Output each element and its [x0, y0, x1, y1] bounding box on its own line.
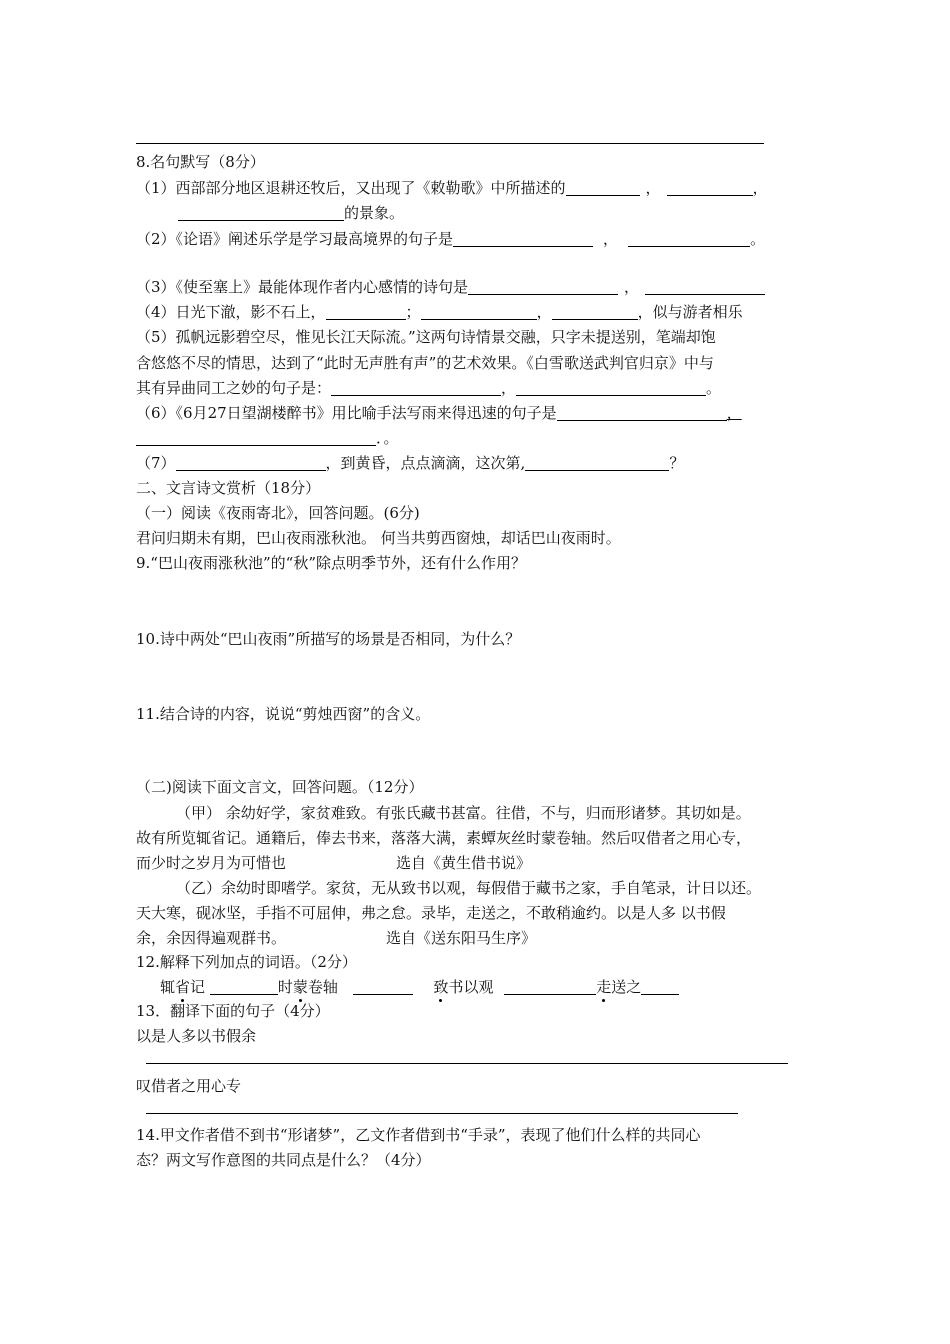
- answer-blank[interactable]: [178, 204, 344, 221]
- passage-yi-line-3: 余，余因得遍观群书。 选自《送东阳马生序》: [136, 929, 537, 947]
- emphasis-dot-word: 蒙: [292, 978, 308, 996]
- section-2-title: 二、文言诗文赏析（18分）: [136, 479, 321, 497]
- answer-line: [136, 143, 764, 144]
- q8-item-4: （4）日光下澈，影不石上， ； ， ，似与游者相乐: [136, 303, 743, 321]
- answer-blank[interactable]: [525, 454, 669, 471]
- q8-title: 8.名句默写（8分）: [136, 153, 265, 171]
- answer-blank[interactable]: [552, 303, 638, 320]
- emphasis-dot-word: 省: [175, 978, 191, 996]
- answer-blank[interactable]: [331, 379, 501, 396]
- answer-blank[interactable]: [453, 230, 593, 247]
- answer-blank[interactable]: [645, 278, 765, 295]
- part-1-title: （一）阅读《夜雨寄北》，回答问题。(6分): [136, 504, 420, 522]
- q14-line-2: 态？两文写作意图的共同点是什么？（4分）: [136, 1151, 431, 1169]
- passage-yi-line-1: （乙）余幼时即嗜学。家贫，无从致书以观，每假借于藏书之家，手自笔录，计日以还。: [176, 879, 762, 897]
- answer-blank[interactable]: [504, 978, 596, 995]
- answer-blank[interactable]: [516, 379, 706, 396]
- part-2-title: （二)阅读下面文言文，回答问题。（12分）: [136, 778, 424, 796]
- q13-sentence-2: 叹借者之用心专: [136, 1077, 242, 1095]
- q8-item-3: （3）《使至塞上》最能体现作者内心感情的诗句是 ，: [136, 277, 765, 297]
- answer-blank[interactable]: [176, 454, 326, 471]
- q8-item-6: （6）《6月27日望湖楼醉书》用比喻手法写雨来得迅速的句子是 ，: [136, 404, 742, 422]
- q8-item-2: （2）《论语》阐述乐学是学习最高境界的句子是 ， 。: [136, 230, 766, 248]
- q10: 10.诗中两处“巴山夜雨”所描写的场景是否相同，为什么？: [136, 630, 521, 648]
- answer-blank[interactable]: [566, 179, 640, 196]
- answer-blank[interactable]: [628, 230, 750, 247]
- passage-yi-line-2: 天大寒，砚冰坚，手指不可屈伸，弗之怠。录毕，走送之，不敢稍逾约。以是人多 以书假: [136, 904, 726, 922]
- q8-item-7: （7） ，到黄昏，点点滴滴，这次第, ？: [136, 454, 685, 472]
- q8-item-5-line-2: 含悠悠不尽的情思，达到了“此时无声胜有声”的艺术效果。《白雪歌送武判官归京》中与: [136, 354, 714, 372]
- answer-blank[interactable]: [210, 978, 278, 995]
- passage-jia-line-3: 而少时之岁月为可惜也 选自《黄生借书说》: [136, 854, 532, 872]
- poem-text: 君问归期未有期，巴山夜雨涨秋池。 何当共剪西窗烛，却话巴山夜雨时。: [136, 529, 621, 547]
- passage-jia-line-1: （甲） 余幼好学，家贫难致。有张氏藏书甚富。往借，不与，归而形诸梦。其切如是。: [176, 804, 751, 822]
- passage-jia-line-2: 故有所览辄省记。通籍后，俸去书来，落落大满，素蟫灰丝时蒙卷轴。然后叹借者之用心专，: [136, 829, 752, 847]
- answer-line[interactable]: [146, 1113, 738, 1114]
- q14-line-1: 14.甲文作者借不到书“形诸梦”，乙文作者借到书“手录”，表现了他们什么样的共同心: [136, 1126, 701, 1144]
- answer-blank[interactable]: [641, 978, 679, 995]
- q11: 11.结合诗的内容，说说“剪烛西窗”的含义。: [136, 705, 431, 723]
- answer-blank[interactable]: [326, 303, 406, 320]
- answer-blank[interactable]: [136, 429, 376, 446]
- q8-item-1: （1）西部部分地区退耕还牧后，又出现了《敕勒歌》中所描述的 ， ，: [136, 179, 768, 197]
- answer-blank[interactable]: [468, 278, 618, 295]
- emphasis-dot-word: 走: [596, 978, 612, 996]
- answer-blank[interactable]: [557, 404, 727, 421]
- answer-blank[interactable]: [667, 179, 753, 196]
- q13: 13．翻译下面的句子（4分）: [136, 1002, 330, 1020]
- q8-item-5-line-3: 其有异曲同工之妙的句子是： ， 。: [136, 379, 722, 397]
- q8-item-6-cont: ．。: [136, 428, 399, 448]
- q13-sentence-1: 以是人多以书假余: [136, 1027, 257, 1045]
- q9: 9.“巴山夜雨涨秋池”的“秋”除点明季节外，还有什么作用？: [136, 554, 526, 572]
- answer-blank[interactable]: [421, 303, 537, 320]
- q8-item-5: （5）孤帆远影碧空尽，惟见长江天际流。”这两句诗情景交融，只字未提送别，笔端却饱: [136, 328, 716, 346]
- q8-item-1-cont: 的景象。: [178, 203, 404, 223]
- answer-line[interactable]: [146, 1063, 788, 1064]
- emphasis-dot-word: 致: [433, 978, 449, 996]
- answer-blank[interactable]: [353, 978, 413, 995]
- q12: 12.解释下列加点的词语。（2分）: [136, 953, 357, 971]
- q12-words: 辄省记 时蒙卷轴 致书以观 走送之: [160, 977, 679, 997]
